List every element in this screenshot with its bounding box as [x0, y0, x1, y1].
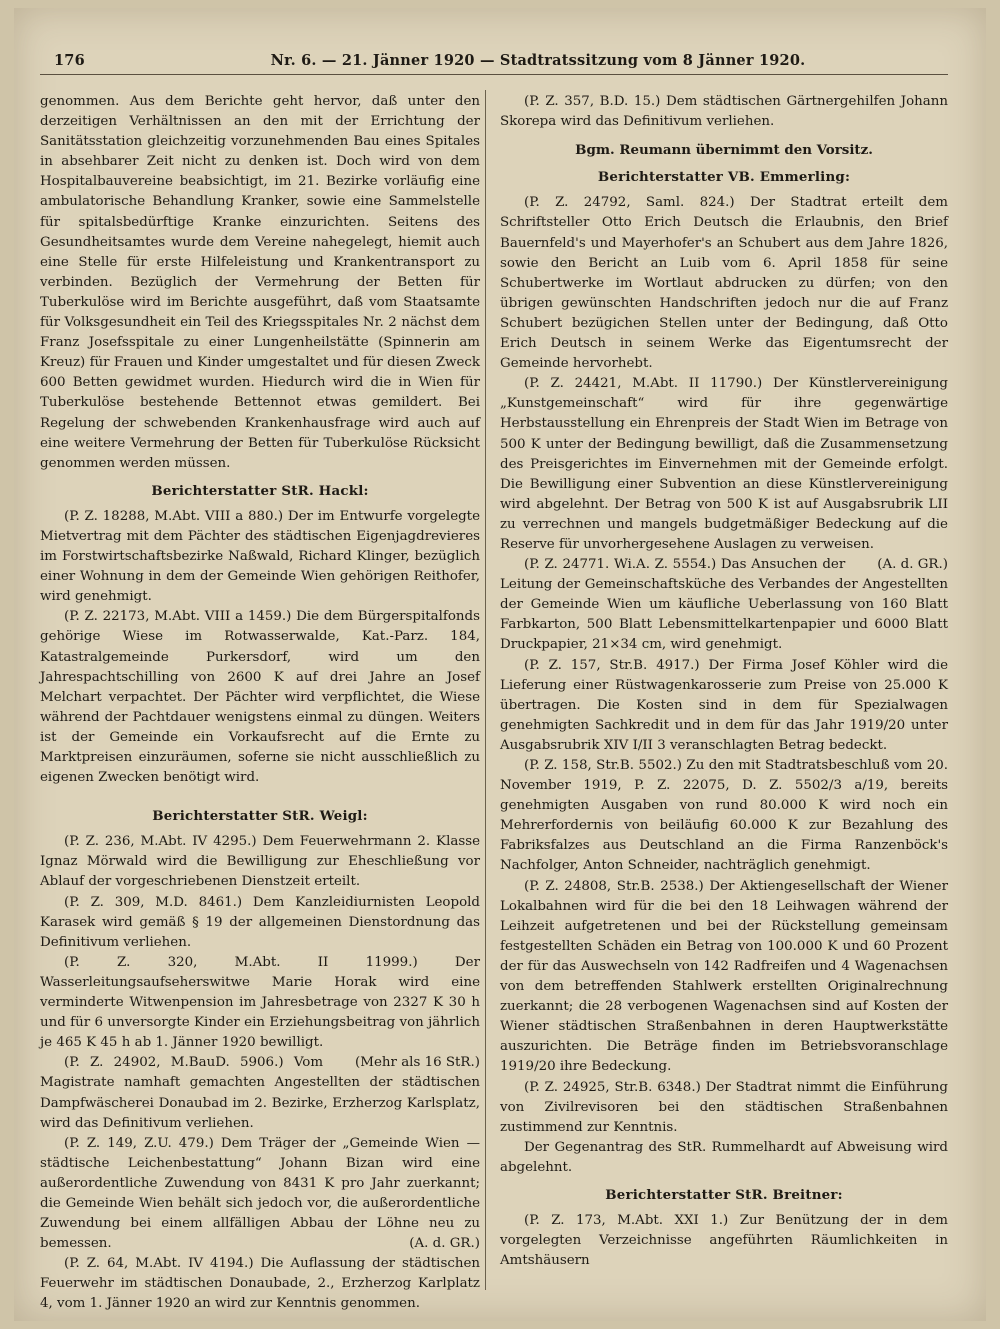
paragraph: (P. Z. 357, B.D. 15.) Dem städtischen Gärtnergehilfen Johann Skorepa wird das Definitivum verliehen. — [500, 94, 948, 130]
paragraph: Der Gegenantrag des StR. Rummelhardt auf Abweisung wird abgelehnt. — [500, 1139, 948, 1175]
paragraph-text: (P. Z. 149, Z.U. 479.) Dem Träger der „Gemeinde Wien — städtische Leichenbestattung“ Johann Bizan wird eine außerordentliche Zuwendung von 8431 K pro Jahr zuerkannt; die Gemeinde Wien behält sich jedoch vor, die außerordentliche Zuwendung bei einem allfälligen Abbau der Löhne neu zu bemessen. — [40, 1135, 480, 1252]
paragraph-with-tag — [40, 953, 480, 1071]
chair-note: Bgm. Reumann übernimmt den Vorsitz. — [575, 142, 873, 159]
right-column — [500, 92, 948, 1271]
running-title: Nr. 6. — 21. Jänner 1920 — Stadtratssitzung vom 8 Jänner 1920. — [270, 52, 806, 69]
paragraph-text: (P. Z. 24421, M.Abt. II 11790.) Der Künstlervereinigung „Kunstgemeinschaft“ wird für ihre gegenwärtige Herbstausstellung ein Ehrenpreis der Stadt Wien im Betrage von 500 K unter der Bedingung bewilligt, daß die Zusammensetzung des Preisgerichtes im Einvernehmen mit der Gemeinde erfolgt. Die Bewilligung einer Subvention an diese Künstlervereinigung wird abgelehnt. Der Betrag von 500 K ist auf Ausgabsrubrik LII zu verrechnen und mangels budgetmäßiger Bedeckung auf die Reserve für unvorhergesehene Auslagen zu verweisen. — [500, 376, 948, 552]
paragraph: genommen. Aus dem Berichte geht hervor, daß unter den derzeitigen Verhältnissen an den mit der Errichtung der Sanitätsstation gleichzeitig vorzunehmenden Bau eines Spitales in absehbarer Zeit nicht zu denken ist. Doch wird von dem Hospitalbauvereine beabsichtigt, im 21. Bezirke vorläufig eine ambulatorische Behandlung Kranker, sowie eine Sammelstelle für spitalsbedürftige Kranke einzurichten. Seitens des Gesundheitsamtes wurde dem Vereine nahegelegt, hiemit auch eine Stelle für erste Hilfeleistung und Krankentransport zu verbinden. Bezüglich der Vermehrung der Betten für Tuberkulöse wird im Berichte ausgeführt, daß vom Staatsamte für Volksgesundheit ein Teil des Kriegsspitales Nr. 2 nächst dem Franz Josefsspitale zu einer Lungenheilstätte (Spinnerin am Kreuz) für Frauen und Kinder umgestaltet und für diesen Zweck 600 Betten gewidmet wurden. Hiedurch wird die in Wien für Tuberkulöse bestehende Bettennot etwas gemildert. Bei Regelung der schwebenden Krankenhausfrage wird auch auf eine weitere Vermehrung der Betten für Tuberkulöse Rücksicht genommen werden müssen. — [40, 94, 480, 471]
paragraph: (P. Z. 22173, M.Abt. VIII a 1459.) Die dem Bürgerspitalfonds gehörige Wiese im Rotwasserwalde, Kat.-Parz. 184, Katastralgemeinde Purkersdorf, wird um den Jahrespachtschilling von 2600 K auf drei Jahre an Josef Melchart verpachtet. Der Pächter wird verpflichtet, die Wiese während der Pachtdauer wenigstens einmal zu düngen. Weiters ist der Gemeinde ein Vorkaufsrecht auf die Ernte zu Marktpreisen einzuräumen, soferne sie nicht ausschließlich zu eigenen Zwecken benötigt wird. — [40, 609, 480, 786]
referral-note: (A. d. GR.) — [409, 1236, 480, 1252]
paragraph: (P. Z. 236, M.Abt. IV 4295.) Dem Feuerwehrmann 2. Klasse Ignaz Mörwald wird die Bewilligung zur Eheschließung vor Ablauf der vorgeschriebenen Dienstzeit erteilt. — [40, 834, 480, 890]
paragraph: (P. Z. 18288, M.Abt. VIII a 880.) Der im Entwurfe vorgelegte Mietvertrag mit dem Pächter des städtischen Eigenjagdrevieres im Forstwirtschaftsbezirke Naßwald, Richard Klinger, bezüglich einer Wohnung in dem der Gemeinde Wien gehörigen Reithofer, wird genehmigt. — [40, 508, 480, 605]
reporter-heading: Berichterstatter StR. Weigl: — [152, 808, 368, 825]
page-number: 176 — [54, 52, 85, 69]
paragraph-with-tag — [40, 1134, 480, 1255]
paragraph: (P. Z. 64, M.Abt. IV 4194.) Die Auflassung der städtischen Feuerwehr im städtischen Donaubade, 2., Erzherzog Karlplatz 4, vom 1. Jänner 1920 an wird zur Kenntnis genommen. — [40, 1256, 480, 1312]
referral-note: (A. d. GR.) — [877, 557, 948, 573]
left-column — [40, 92, 480, 1315]
paragraph: (P. Z. 157, Str.B. 4917.) Der Firma Josef Köhler wird die Lieferung einer Rüstwagenkarosserie zum Preise von 25.000 K übertragen. Die Kosten sind in dem für Spezialwagen genehmigten Sachkredit und in dem für das Jahr 1919/20 unter Ausgabsrubrik XIV I/II 3 veranschlagten Betrag bedeckt. — [500, 657, 948, 753]
paragraph-text: (P. Z. 320, M.Abt. II 11999.) Der Wasserleitungsaufseherswitwe Marie Horak wird eine verminderte Witwenpension im Jahresbetrage von 2327 K 30 h und für 6 unversorgte Kinder ein Erziehungsbeitrag von jährlich je 465 K 45 h ab 1. Jänner 1920 bewilligt. — [40, 954, 480, 1051]
paragraph: (P. Z. 309, M.D. 8461.) Dem Kanzleidiurnisten Leopold Karasek wird gemäß § 19 der allgemeinen Dienstordnung das Definitivum verliehen. — [40, 894, 480, 950]
paragraph: (P. Z. 24808, Str.B. 2538.) Der Aktiengesellschaft der Wiener Lokalbahnen wird für die bei den 18 Leihwagen während der Leihzeit aufgetretenen und bei der Rückstellung gemeinsam festgestellten Schäden ein Betrag von 100.000 K und 60 Prozent der für das Auswechseln von 142 Radfreifen und 4 Wagenachsen von dem betreffenden Stahlwerk erstellten Originalrechnung zuerkannt; die 28 verbogenen Wagenachsen sind auf Kosten der Wiener städtischen Straßenbahnen in deren Hauptwerkstätte auszurichten. Die Beträge finden im Betriebsvoranschlage 1919/20 ihre Bedeckung. — [500, 878, 948, 1075]
paragraph: (P. Z. 173, M.Abt. XXI 1.) Zur Benützung der in dem vorgelegten Verzeichnisse angeführten Räumlichkeiten in Amtshäusern — [500, 1213, 948, 1269]
paragraph: (P. Z. 158, Str.B. 5502.) Zu den mit Stadtratsbeschluß vom 20. November 1919, P. Z. 22075, D. Z. 5502/3 a/19, bereits genehmigten Ausgaben von rund 80.000 K wird noch ein Mehrerfordernis von beiläufig 60.000 K zur Bezahlung des Fabriksfalzes aus Deutschland an die Firma Ranzenböck's Nachfolger, Anton Schneider, nachträglich genehmigt. — [500, 758, 948, 874]
reporter-heading: Berichterstatter VB. Emmerling: — [597, 169, 851, 186]
reporter-heading: Berichterstatter StR. Hackl: — [151, 482, 369, 499]
paragraph: (P. Z. 24925, Str.B. 6348.) Der Stadtrat nimmt die Einführung von Zivilrevisoren bei den städtischen Straßenbahnen zustimmend zur Kenntnis. — [500, 1079, 948, 1135]
paragraph-with-tag — [500, 374, 948, 573]
vote-note: (Mehr als 16 StR.) — [355, 1055, 480, 1071]
paragraph: (P. Z. 24771. Wi.A. Z. 5554.) Das Ansuchen der Leitung der Gemeinschaftsküche des Verbandes der Angestellten der Gemeinde Wien um käufliche Ueberlassung von 160 Blatt Farbkarton, 500 Blatt Lebensmittelkartenpapier und 6000 Blatt Druckpapier, 21×34 cm, wird genehmigt. — [500, 557, 948, 653]
column-divider — [485, 90, 486, 1290]
paragraph: (P. Z. 24902, M.BauD. 5906.) Vom Magistrate namhaft gemachten Angestellten der städtischen Dampfwäscherei Donaubad im 2. Bezirke, Erzherzog Karlsplatz, wird das Definitivum verliehen. — [40, 1055, 480, 1131]
header-rule — [40, 74, 948, 75]
paragraph: (P. Z. 24792, Saml. 824.) Der Stadtrat erteilt dem Schriftsteller Otto Erich Deutsch die Erlaubnis, den Brief Bauernfeld's und Mayerhofer's an Schubert aus dem Jahre 1826, sowie den Bericht an Luib vom 6. April 1858 für seine Schubertwerke im Wortlaut abdrucken zu dürfen; von den übrigen gewünschten Handschriften jedoch nur die auf Franz Schubert bezügichen Stellen unter der Bedingung, daß Otto Erich Deutsch in seinem Werke das Eigentumsrecht der Gemeinde hervorhebt. — [500, 195, 948, 372]
reporter-heading: Berichterstatter StR. Breitner: — [605, 1186, 843, 1203]
